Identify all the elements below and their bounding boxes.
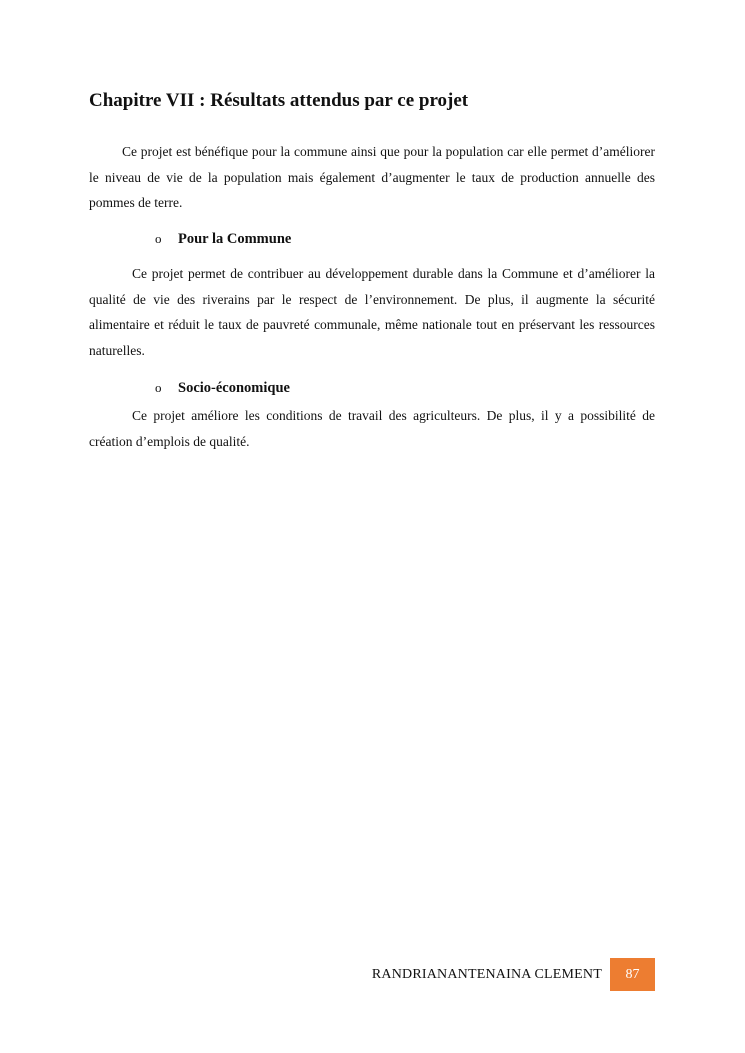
section-paragraph-commune: Ce projet permet de contribuer au développement durable dans la Commune et d’améliorer la qualité de vie des riverains par le respect de l’environnement. De plus, il augmente la sécurité alimentaire et réduit le taux de pauvreté communale, même nationale tout en préservant les ressources naturelles. [89, 266, 655, 358]
page-number-badge: 87 [610, 958, 655, 991]
section-heading-label: Pour la Commune [178, 230, 292, 247]
circle-bullet-icon: o [155, 380, 162, 395]
chapter-title: Chapitre VII : Résultats attendus par ce projet [89, 90, 469, 111]
section-heading-commune [155, 228, 291, 250]
intro-paragraph: Ce projet est bénéfique pour la commune ainsi que pour la population car elle permet d’améliorer le niveau de vie de la population mais également d’augmenter le taux de production annuelle des pommes de terre. [89, 144, 655, 210]
footer-author: RANDRIANANTENAINA CLEMENT [371, 967, 602, 982]
section-heading-socio-economique [155, 377, 290, 399]
section-paragraph-socio-economique: Ce projet améliore les conditions de travail des agriculteurs. De plus, il y a possibilité de création d’emplois de qualité. [89, 408, 655, 449]
circle-bullet-icon: o [155, 231, 162, 246]
section-heading-label: Socio-économique [178, 379, 290, 396]
